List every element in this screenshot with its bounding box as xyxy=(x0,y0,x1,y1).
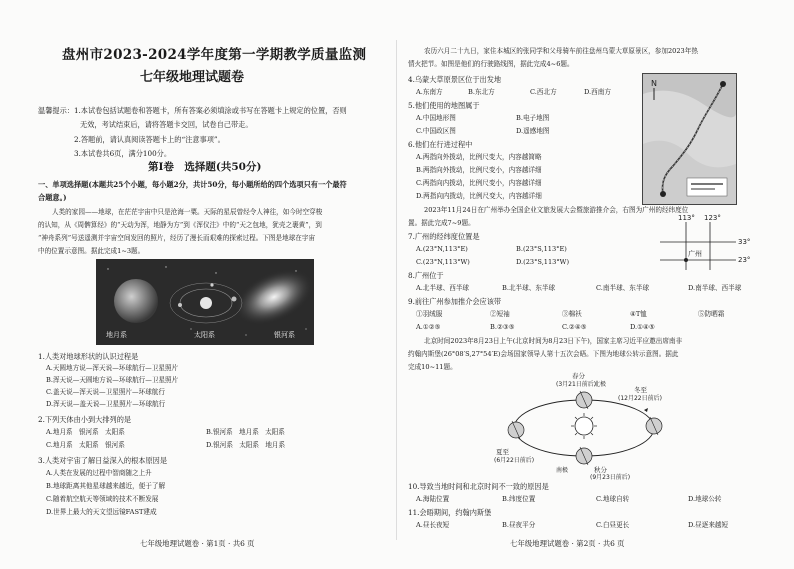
option: C.西北方 xyxy=(530,88,557,96)
notice-line: 温馨提示：1.本试卷包括试题卷和答题卡，所有答案必须填涂或书写在答题卡上规定的位置，否则 xyxy=(38,106,347,115)
option: D.昼逐来越短 xyxy=(688,521,729,529)
space-illustration xyxy=(96,259,314,345)
option: D.银河系 太阳系 地月系 xyxy=(206,441,286,449)
option: A.东南方 xyxy=(416,88,443,96)
winter-solstice-label: 冬至 xyxy=(634,386,647,394)
option: B.昼夜平分 xyxy=(502,521,536,529)
earth-moon-system-marker xyxy=(114,279,158,323)
option: A.海陆位置 xyxy=(416,495,450,503)
option: C.盖天说—浑天说—卫星照片—环球航行 xyxy=(46,388,165,396)
instruction-line: 一、单项选择题(本题共25个小题，每小题2分，共计50分，每小题所给的四个选项只有一个最符 xyxy=(38,180,347,189)
passage-line: 的认知，从《周髀算经》的“天动为浑，地静为方”到《浑仪注》中的“天之包地，犹壳之裹黄”，到 xyxy=(38,221,322,229)
option: ①羽绒服 xyxy=(416,310,443,318)
option: A.人类在发展的过程中智商随之上升 xyxy=(46,469,152,477)
question-stem: 6.他们在行进过程中 xyxy=(408,140,473,149)
svg-text:N: N xyxy=(651,79,657,88)
exam-subtitle: 七年级地理试题卷 xyxy=(140,70,245,85)
option: ③棉袄 xyxy=(562,310,582,318)
answer-choice: D.①④⑤ xyxy=(630,323,655,331)
space-figure xyxy=(96,259,314,345)
question-stem: 2.下列天体由小到大排列的是 xyxy=(38,415,132,424)
option: D.两指向内拨动，比例尺变大，内容越详细 xyxy=(416,192,542,200)
question-stem: 8.广州位于 xyxy=(408,271,444,280)
option: C.随着航空航天等领域的技术不断发展 xyxy=(46,495,159,503)
option: B.(23°S,113°E) xyxy=(516,245,567,253)
page-footer: 七年级地理试题卷 · 第1页 · 共6 页 xyxy=(140,539,255,548)
answer-choice: B.②③⑤ xyxy=(490,323,515,331)
option: B.纬度位置 xyxy=(502,495,536,503)
winter-solstice-date: (12月22日前后) xyxy=(618,395,662,402)
option: B.东北方 xyxy=(468,88,495,96)
option: D.地球公转 xyxy=(688,495,722,503)
autumn-equinox-date: (9月23日前后) xyxy=(590,474,631,480)
passage-line: 完成10~11题。 xyxy=(408,363,457,371)
passage-line: 置。据此完成7~9题。 xyxy=(408,219,475,227)
notice-line: 无效，考试结束后，请将答题卡交回，试卷自己带走。 xyxy=(80,120,253,129)
earth-moon-label: 地月系 xyxy=(106,331,127,339)
south-pole-label: 南极 xyxy=(556,467,569,474)
spring-equinox-label: 春分 xyxy=(572,372,585,380)
exam-title: 盘州市2023-2024学年度第一学期教学质量监测 xyxy=(62,47,367,63)
option: D.世界上最大的天文望远镜FAST建成 xyxy=(46,508,157,516)
longitude-label: 123° xyxy=(704,214,721,222)
option: B.两指向外拨动，比例尺变小，内容越详细 xyxy=(416,166,542,174)
passage-line: 北京时间2023年8月23日上午(北京时间为8月23日下午)，国家主席习近平应邀出席南非 xyxy=(424,337,683,345)
passage-line: 2023年11月24日在广州举办全国企业文旅发展大会暨旅游推介会，右图为广州的经纬度位 xyxy=(424,206,689,214)
option: B.电子地图 xyxy=(516,114,550,122)
option: C.地球自转 xyxy=(596,495,630,503)
city-label: 广州 xyxy=(688,250,702,258)
option: D.南半球、西半球 xyxy=(688,284,742,292)
passage-line: “神舟系列”号送遥测并宇宙空间发回的照片，经历了漫长而艰难的探索过程。下图是地球在宇宙 xyxy=(38,234,316,242)
option: C.南半球、东半球 xyxy=(596,284,650,292)
question-stem: 7.广州的经纬度位置是 xyxy=(408,232,480,241)
question-stem: 9.前往广州参加推介会应该带 xyxy=(408,297,502,306)
question-stem: 11.会晤期间，约翰内斯堡 xyxy=(408,508,492,517)
option: A.天圆地方说—浑天说—环球航行—卫星照片 xyxy=(46,364,179,372)
galaxy-label: 银河系 xyxy=(274,331,295,339)
route-map-drawing xyxy=(643,74,736,204)
option: B.北半球、东半球 xyxy=(502,284,556,292)
autumn-equinox-label: 秋分 xyxy=(594,466,607,474)
route-map xyxy=(642,73,737,205)
option: B.银河系 地月系 太阳系 xyxy=(206,428,285,436)
question-stem: 4.乌蒙大草原景区位于出发地 xyxy=(408,75,502,84)
option: B.浑天说—天圆地方说—环球航行—卫星照片 xyxy=(46,376,179,384)
question-stem: 1.人类对地球形状的认识过程是 xyxy=(38,352,139,361)
option: C.(23°N,113°W) xyxy=(416,258,470,266)
question-stem: 3.人类对宇宙了解日益深入的根本原因是 xyxy=(38,456,168,465)
spring-equinox-date: (3月21日前后) xyxy=(556,381,597,388)
question-stem: 10.导致当地时间和北京时间不一致的原因是 xyxy=(408,482,549,491)
question-stem: 5.他们使用的地图属于 xyxy=(408,101,480,110)
answer-choice: A.①②⑤ xyxy=(416,323,441,331)
option: A.昼长夜短 xyxy=(416,521,450,529)
option: D.遥感地图 xyxy=(516,127,550,135)
option: A.两指向外拨动，比例尺变大，内容越简略 xyxy=(416,153,542,161)
page-2 xyxy=(398,0,794,569)
longitude-label: 113° xyxy=(678,214,695,222)
notice-line: 2.答题前，请认真阅读答题卡上的“注意事项”。 xyxy=(74,135,225,144)
option: A.中国地形图 xyxy=(416,114,456,122)
section-heading: 第Ⅰ卷 选择题(共50分) xyxy=(148,161,262,173)
option: C.白昼更长 xyxy=(596,521,630,529)
instruction-line: 合题意。) xyxy=(38,193,67,202)
notice-line: 3.本试卷共6页，满分100分。 xyxy=(74,149,172,158)
guangzhou-grid-figure xyxy=(660,212,756,270)
north-pole-label: 北极 xyxy=(594,381,607,388)
earth-orbit-diagram xyxy=(494,370,674,480)
page-footer: 七年级地理试题卷 · 第2页 · 共6 页 xyxy=(510,539,625,548)
option: D.西南方 xyxy=(584,88,611,96)
answer-choice: C.②④⑤ xyxy=(562,323,587,331)
option: A.北半球、西半球 xyxy=(416,284,470,292)
solar-system-label: 太阳系 xyxy=(194,331,215,339)
option: ④T恤 xyxy=(630,310,647,318)
latitude-label: 23° xyxy=(738,256,751,264)
summer-solstice-label: 夏至 xyxy=(496,448,509,456)
option: ⑤防晒霜 xyxy=(698,310,725,318)
page-divider xyxy=(396,40,397,540)
summer-solstice-date: (6月22日前后) xyxy=(494,457,535,464)
latitude-label: 33° xyxy=(738,238,751,246)
option: C.中国政区图 xyxy=(416,127,456,135)
passage-line: 约翰内斯堡(26°08′S,27°54′E)会场国家领导人第十五次会晤。下图为地球公转示意图。据此 xyxy=(408,350,679,358)
option: A.地月系 银河系 太阳系 xyxy=(46,428,125,436)
passage-line: 中的位置示意图。据此完成1~3题。 xyxy=(38,247,145,255)
option: ②短袖 xyxy=(490,310,510,318)
option: C.地月系 太阳系 银河系 xyxy=(46,441,125,449)
option: A.(23°N,113°E) xyxy=(416,245,468,253)
option: D.(23°S,113°W) xyxy=(516,258,570,266)
option: B.地球距离其他星球越来越近，便于了解 xyxy=(46,482,166,490)
intro-line: 农历六月二十九日，家住本城区的张同学和父母骑车前往盘州乌蒙大草原景区，参加2023年热 xyxy=(424,47,698,55)
guangzhou-grid xyxy=(660,212,756,270)
intro-line: 情火把节。如图是他们的行驶路线图，据此完成4~6题。 xyxy=(408,60,574,68)
option: C.两指向内拨动，比例尺变小，内容越详细 xyxy=(416,179,542,187)
option: D.浑天说—盖天说—卫星照片—环球航行 xyxy=(46,400,166,408)
passage-line: 人类的家园——地球，在茫茫宇宙中只是沧海一粟。天际的星辰曾经令人神往，如今时空穿梭 xyxy=(52,208,323,216)
orbit-figure xyxy=(494,370,674,480)
